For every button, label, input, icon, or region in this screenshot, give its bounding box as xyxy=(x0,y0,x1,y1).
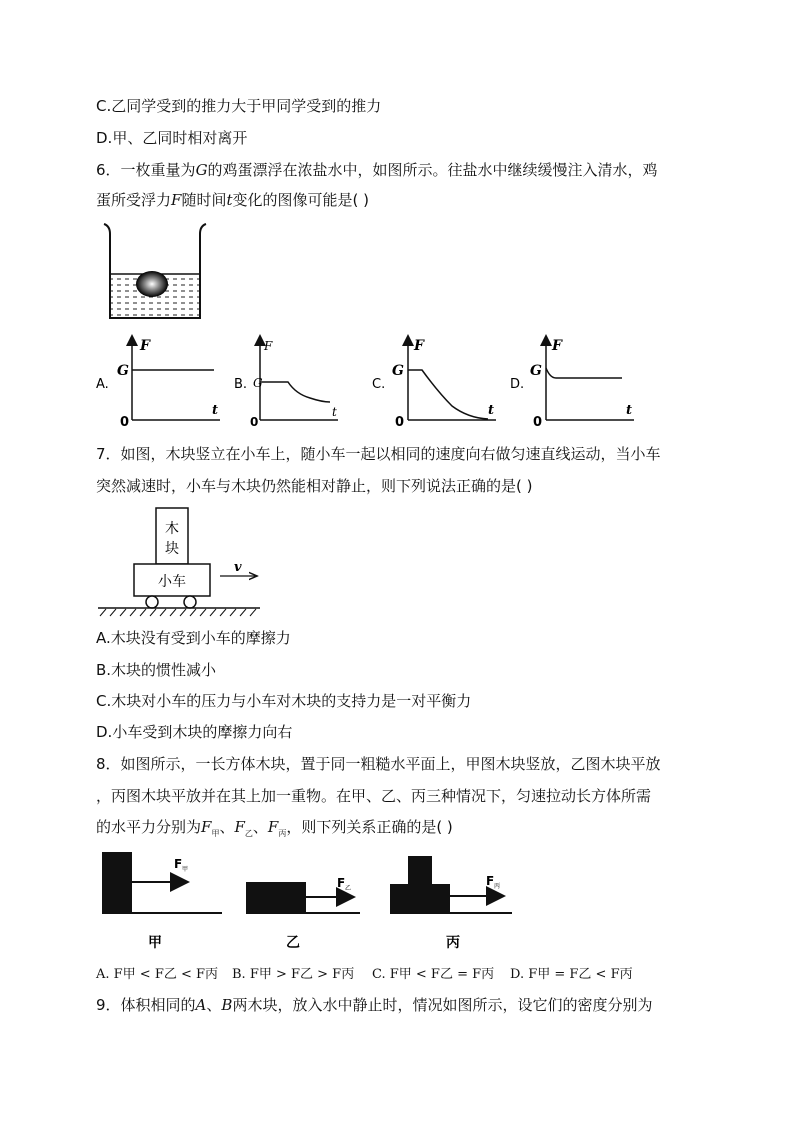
egg-shape xyxy=(136,271,168,297)
svg-text:乙: 乙 xyxy=(286,935,300,951)
svg-text:t: t xyxy=(488,403,495,418)
svg-text:F: F xyxy=(414,338,424,354)
q5-option-d: D.甲、乙同时相对离开 xyxy=(96,129,248,147)
svg-text:A.: A. xyxy=(96,377,109,392)
svg-text:小车: 小车 xyxy=(158,574,186,590)
svg-text:G: G xyxy=(253,376,263,390)
figure-jia xyxy=(102,852,222,951)
q8-option-c: C. F甲 < F乙 = F丙 xyxy=(372,967,495,982)
cart-wheel-left xyxy=(146,596,158,608)
svg-text:F: F xyxy=(337,876,346,890)
svg-text:B.: B. xyxy=(234,377,248,392)
cart-figure xyxy=(96,506,266,618)
q8-stem-line3: 的水平力分别为$F_甲$、$F_乙$、$F_丙$，则下列关系正确的是( ) xyxy=(96,818,453,838)
figure-bing xyxy=(390,856,512,951)
svg-text:v: v xyxy=(234,560,242,575)
svg-text:G: G xyxy=(117,363,129,379)
svg-text:F: F xyxy=(140,338,150,354)
figure-yi xyxy=(246,876,360,951)
q8-figure xyxy=(96,850,516,955)
svg-text:D.: D. xyxy=(510,377,525,392)
q6-G-symbol: G xyxy=(195,161,208,179)
svg-text:木: 木 xyxy=(165,521,179,537)
svg-text:t: t xyxy=(332,405,337,419)
q6-graphs xyxy=(90,332,650,432)
svg-text:0: 0 xyxy=(250,415,259,429)
graph-c xyxy=(372,338,496,430)
svg-text:丙: 丙 xyxy=(446,935,460,951)
graph-a xyxy=(96,338,220,430)
cart-wheel-right xyxy=(184,596,196,608)
q7-option-a: A.木块没有受到小车的摩擦力 xyxy=(96,629,291,647)
graph-b xyxy=(234,339,338,429)
q7-option-c: C.木块对小车的压力与小车对木块的支持力是一对平衡力 xyxy=(96,692,472,710)
svg-text:G: G xyxy=(530,363,542,379)
graph-d xyxy=(510,338,634,430)
q8-option-a: A. F甲 < F乙 < F丙 xyxy=(96,967,219,982)
q6-number: 6． xyxy=(96,161,121,179)
svg-text:F: F xyxy=(486,874,495,888)
svg-text:t: t xyxy=(212,403,219,418)
q8-option-d: D. F甲 = F乙 < F丙 xyxy=(510,967,633,982)
svg-text:块: 块 xyxy=(165,541,179,557)
beaker-figure xyxy=(100,222,210,322)
q7-stem-line1: 7．如图，木块竖立在小车上，随小车一起以相同的速度向右做匀速直线运动，当小车 xyxy=(96,445,661,463)
svg-text:t: t xyxy=(626,403,633,418)
svg-text:丙: 丙 xyxy=(494,883,501,890)
q6-stem-line1: 6．一枚重量为G的鸡蛋漂浮在浓盐水中，如图所示。往盐水中继续缓慢注入清水，鸡 xyxy=(96,161,658,179)
q7-stem-line2: 突然减速时，小车与木块仍然能相对静止，则下列说法正确的是( ) xyxy=(96,477,533,495)
svg-text:F: F xyxy=(264,339,273,353)
q7-option-b: B.木块的惯性减小 xyxy=(96,661,217,679)
q6-stem-line2: 蛋所受浮力F随时间t变化的图像可能是( ) xyxy=(96,191,369,209)
svg-text:乙: 乙 xyxy=(345,885,352,892)
q8-stem-line2: ，丙图木块平放并在其上加一重物。在甲、乙、丙三种情况下，匀速拉动长方体所需 xyxy=(96,787,652,805)
svg-text:G: G xyxy=(392,363,404,379)
svg-text:F: F xyxy=(552,338,562,354)
svg-text:F: F xyxy=(174,857,183,871)
svg-text:C.: C. xyxy=(372,377,386,392)
q8-option-b: B. F甲 > F乙 > F丙 xyxy=(232,967,355,982)
q5-option-c: C.乙同学受到的推力大于甲同学受到的推力 xyxy=(96,97,382,115)
svg-text:0: 0 xyxy=(533,415,543,430)
svg-text:0: 0 xyxy=(395,415,405,430)
svg-text:甲: 甲 xyxy=(148,935,162,951)
q7-option-d: D.小车受到木块的摩擦力向右 xyxy=(96,723,293,741)
q8-stem-line1: 8．如图所示，一长方体木块，置于同一粗糙水平面上，甲图木块竖放，乙图木块平放 xyxy=(96,755,661,773)
svg-text:0: 0 xyxy=(120,415,130,430)
svg-text:甲: 甲 xyxy=(182,866,189,873)
q9-stem-line1: 9．体积相同的A、B两木块，放入水中静止时，情况如图所示，设它们的密度分别为 xyxy=(96,996,653,1014)
